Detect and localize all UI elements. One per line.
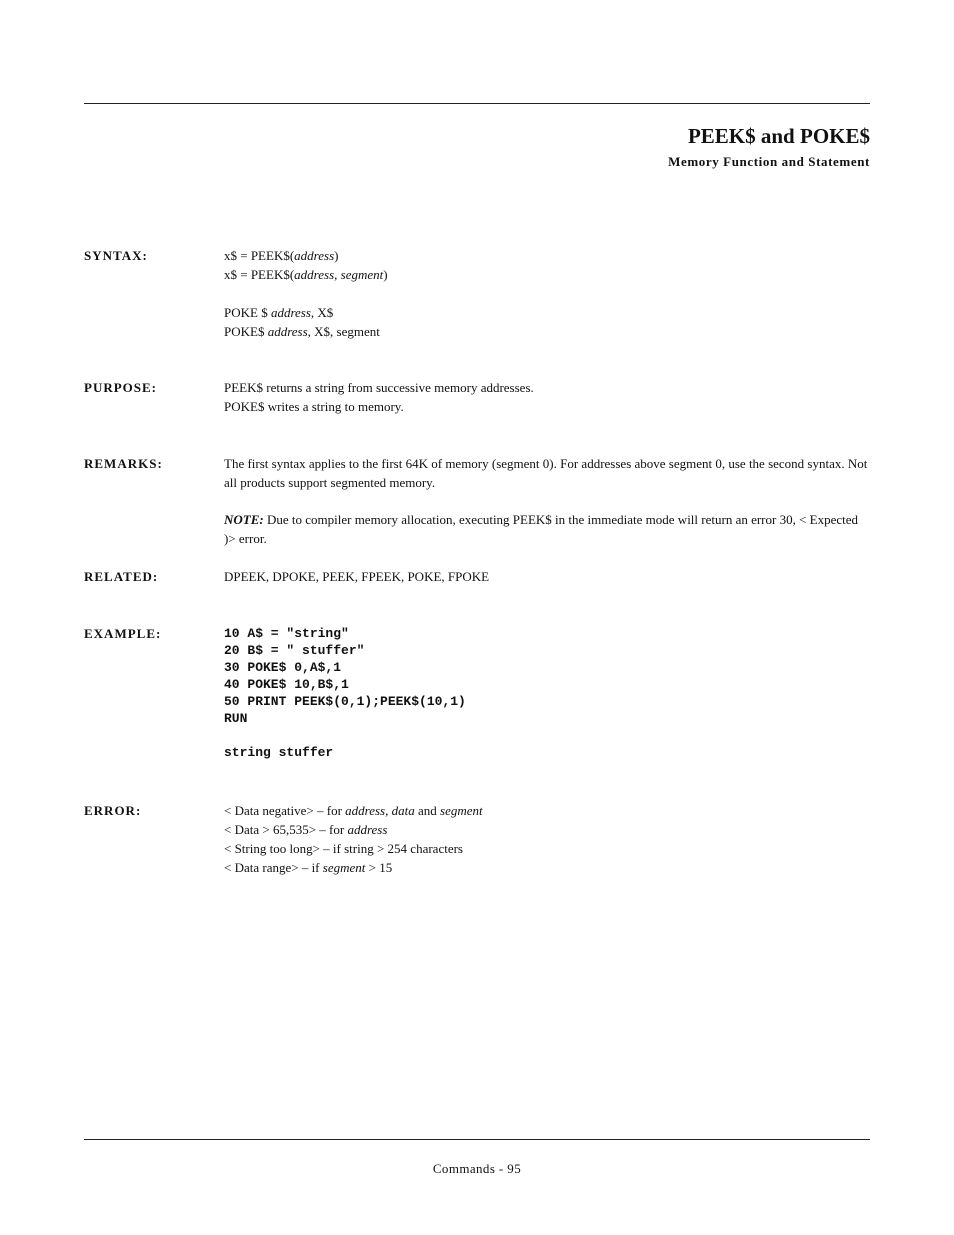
purpose-line-1: PEEK$ returns a string from successive memory addresses.: [224, 380, 534, 395]
remarks-paragraph: The first syntax applies to the first 64K of memory (segment 0). For addresses above segment 0, use the second syntax. Not all products support segmented memory.: [224, 456, 868, 490]
related-label: RELATED:: [84, 569, 159, 584]
page-subtitle: Memory Function and Statement: [668, 154, 870, 169]
error-line-2: < Data > 65,535> – for address: [224, 822, 388, 837]
code-line: 40 POKE$ 10,B$,1: [224, 677, 349, 692]
code-line: 30 POKE$ 0,A$,1: [224, 660, 342, 675]
syntax-label: SYNTAX:: [84, 248, 148, 263]
remarks-content: [224, 454, 870, 548]
code-line: 20 B$ = " stuffer": [224, 643, 365, 658]
example-content: [224, 625, 870, 761]
purpose-label: PURPOSE:: [84, 380, 157, 395]
error-label: ERROR:: [84, 803, 142, 818]
code-output: string stuffer: [224, 745, 334, 760]
purpose-line-2: POKE$ writes a string to memory.: [224, 399, 404, 414]
remarks-label: REMARKS:: [84, 456, 163, 471]
purpose-content: [224, 378, 870, 416]
code-line: 50 PRINT PEEK$(0,1);PEEK$(10,1): [224, 694, 466, 709]
remarks-note: NOTE: Due to compiler memory allocation, executing PEEK$ in the immediate mode will return an error 30, < Expected )> error.: [224, 512, 859, 546]
syntax-line-3: POKE $ address, X$: [224, 305, 334, 320]
error-content: [224, 801, 870, 877]
syntax-line-2: x$ = PEEK$(address, segment): [224, 267, 388, 282]
error-line-1: < Data negative> – for address, data and segment: [224, 803, 483, 818]
related-content: DPEEK, DPOKE, PEEK, FPEEK, POKE, FPOKE: [224, 569, 490, 584]
footer-rule: [84, 1139, 870, 1140]
syntax-content: [224, 246, 870, 341]
code-line: 10 A$ = "string": [224, 626, 349, 641]
code-line: RUN: [224, 711, 248, 726]
page-footer: Commands - 95: [432, 1161, 522, 1176]
syntax-line-1: x$ = PEEK$(address): [224, 248, 339, 263]
error-line-3: < String too long> – if string > 254 characters: [224, 841, 463, 856]
header-rule: [84, 103, 870, 104]
syntax-line-4: POKE$ address, X$, segment: [224, 324, 380, 339]
page-title: PEEK$ and POKE$: [687, 124, 870, 148]
error-line-4: < Data range> – if segment > 15: [224, 860, 393, 875]
example-label: EXAMPLE:: [84, 626, 162, 641]
